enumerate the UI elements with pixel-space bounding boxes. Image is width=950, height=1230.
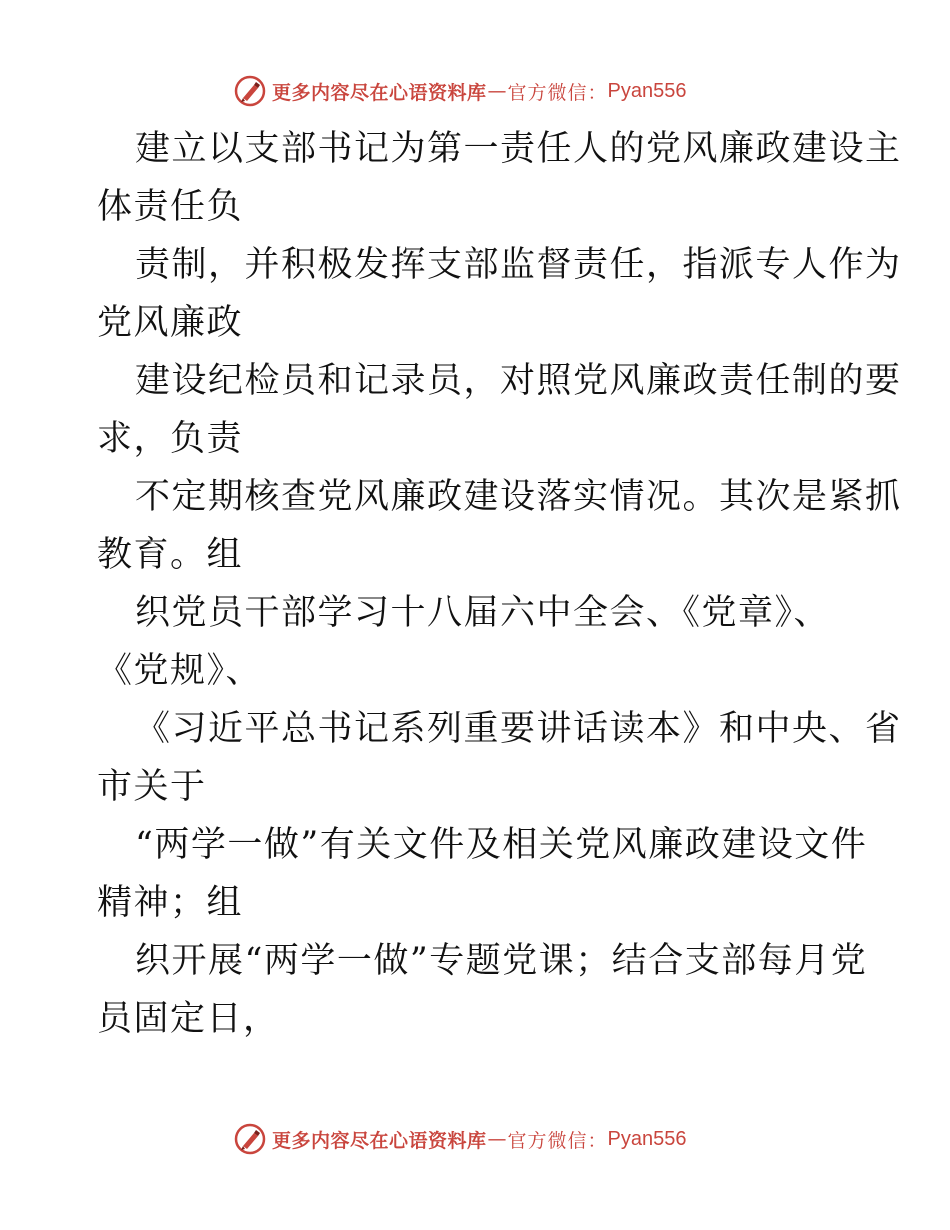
text-line: 织党员干部学习十八届六中全会、《党章》、: [135, 593, 831, 633]
text-line: 不定期核查党风廉政建设落实情况。其次是紧抓: [135, 477, 902, 517]
text-line: 教育。组: [97, 535, 244, 575]
banner-site-text: 更多内容尽在心语资料库: [272, 1129, 487, 1152]
text-line: 织开展“两学一做”专题党课；结合支部每月党: [135, 941, 868, 981]
document-body: [97, 120, 902, 1048]
text-line: 市关于: [97, 767, 207, 807]
banner-separator: —: [487, 1128, 507, 1150]
text-line: 《习近平总书记系列重要讲话读本》和中央、省: [135, 709, 902, 749]
text-line: 员固定日，: [97, 999, 280, 1039]
pen-logo-icon: [234, 1123, 266, 1155]
banner-site-text: 更多内容尽在心语资料库: [272, 81, 487, 104]
footer-banner: [234, 1122, 687, 1156]
text-line: 体责任负: [97, 187, 244, 227]
banner-wechat-id: Pyan556: [607, 1127, 687, 1150]
text-line: 责制，并积极发挥支部监督责任，指派专人作为: [135, 245, 902, 285]
text-line: 建设纪检员和记录员，对照党风廉政责任制的要: [135, 361, 902, 401]
banner-wechat-id: Pyan556: [607, 79, 687, 102]
text-line: 建立以支部书记为第一责任人的党风廉政建设主: [135, 129, 902, 169]
text-line: 求，负责: [97, 419, 244, 459]
banner-separator: —: [487, 80, 507, 102]
text-line: 党风廉政: [97, 303, 244, 343]
pen-logo-icon: [234, 75, 266, 107]
banner-wechat-label: 官方微信：: [507, 81, 608, 104]
text-line: “两学一做”有关文件及相关党风廉政建设文件: [135, 825, 868, 865]
text-line: 《党规》、: [97, 651, 263, 691]
banner-wechat-label: 官方微信：: [507, 1129, 608, 1152]
text-line: 精神；组: [97, 883, 244, 923]
header-banner: [234, 74, 687, 108]
